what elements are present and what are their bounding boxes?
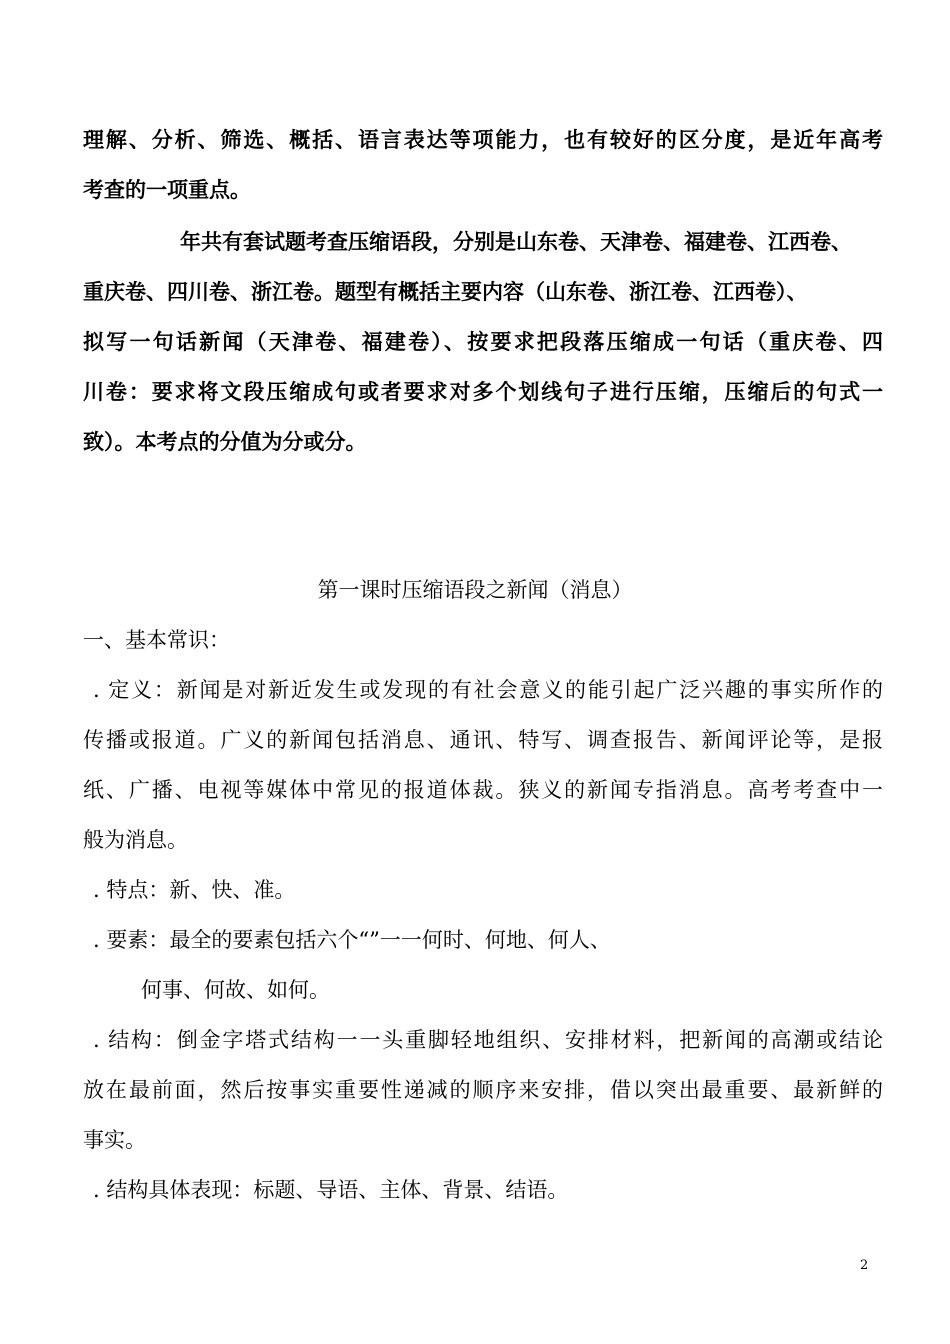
definition-line-3: 纸、广播、电视等媒体中常见的报道体裁。狭义的新闻专指消息。高考考查中一	[83, 778, 883, 802]
elements-line-1: . 要素：最全的要素包括六个“”一一何时、何地、何人、	[93, 928, 611, 952]
features-line: . 特点：新、快、准。	[93, 878, 296, 902]
intro-line-4: 重庆卷、四川卷、浙江卷。题型有概括主要内容（山东卷、浙江卷、江西卷）、	[83, 279, 808, 304]
structure-detail-line: . 结构具体表现：标题、导语、主体、背景、结语。	[93, 1178, 569, 1202]
definition-line-1: . 定义：新闻是对新近发生或发现的有社会意义的能引起广泛兴趣的事实所作的	[93, 678, 883, 702]
intro-line-3: 年共有套试题考查压缩语段，分别是山东卷、天津卷、福建卷、江西卷、	[180, 229, 852, 254]
structure-line-2: 放在最前面，然后按事实重要性递减的顺序来安排，借以突出最重要、最新鲜的	[83, 1078, 883, 1102]
section-title: 第一课时压缩语段之新闻（消息）	[317, 578, 633, 602]
definition-line-2: 传播或报道。广义的新闻包括消息、通讯、特写、调查报告、新闻评论等，是报	[83, 728, 883, 752]
intro-line-7: 致）。本考点的分值为分或分。	[83, 429, 367, 454]
intro-line-5: 拟写一句话新闻（天津卷、福建卷）、按要求把段落压缩成一句话（重庆卷、四	[83, 329, 883, 354]
elements-line-2: 何事、何故、如何。	[141, 978, 330, 1002]
section-heading: 一、基本常识：	[83, 628, 230, 652]
page-number: 2	[860, 1258, 869, 1273]
definition-line-4: 般为消息。	[83, 828, 188, 852]
intro-line-2: 考查的一项重点。	[83, 177, 251, 202]
structure-line-3: 事实。	[83, 1128, 146, 1152]
structure-line-1: . 结构：倒金字塔式结构一一头重脚轻地组织、安排材料，把新闻的高潮或结论	[93, 1028, 883, 1052]
intro-line-1: 理解、分析、筛选、概括、语言表达等项能力，也有较好的区分度，是近年高考	[83, 127, 883, 152]
intro-line-6: 川卷：要求将文段压缩成句或者要求对多个划线句子进行压缩，压缩后的句式一	[83, 379, 883, 404]
